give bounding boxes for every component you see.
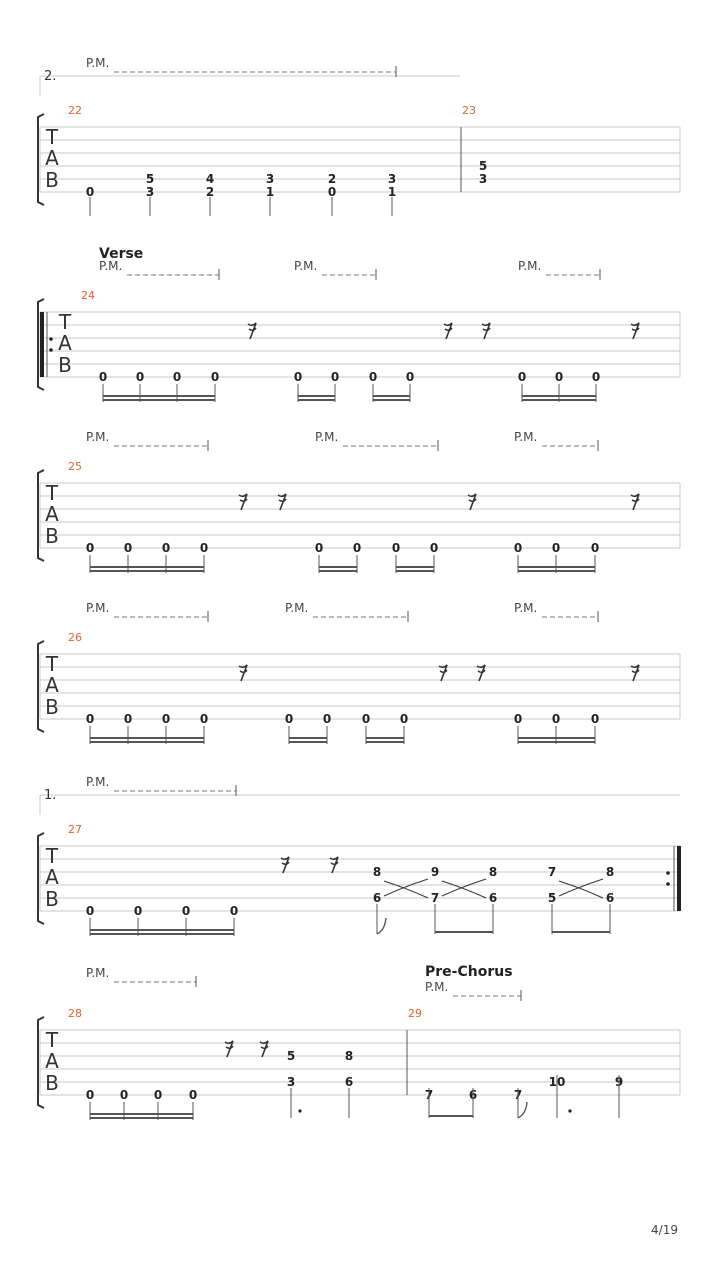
palm-mute-label: P.M. xyxy=(294,259,318,273)
fret-number: 6 xyxy=(468,1088,478,1102)
palm-mute-label: P.M. xyxy=(86,56,110,70)
fret-number: 0 xyxy=(314,541,324,555)
repeat-dot xyxy=(666,871,670,875)
repeat-dot xyxy=(49,337,53,341)
system-bracket xyxy=(38,114,44,205)
fret-number: 8 xyxy=(344,1049,354,1063)
fret-number: 0 xyxy=(85,904,95,918)
rest-symbol xyxy=(225,1041,233,1057)
fret-number: 5 xyxy=(286,1049,296,1063)
dot xyxy=(568,1109,571,1112)
fret-number: 6 xyxy=(372,891,382,905)
eighth-flag xyxy=(518,1102,527,1118)
rest-symbol xyxy=(631,665,639,681)
fret-number: 9 xyxy=(614,1075,624,1089)
fret-number: 9 xyxy=(430,865,440,879)
fret-number: 3 xyxy=(286,1075,296,1089)
repeat-end-bar xyxy=(677,846,681,911)
repeat-dot xyxy=(666,882,670,886)
fret-number: 7 xyxy=(513,1088,523,1102)
palm-mute-label: P.M. xyxy=(315,430,339,444)
tab-clef-a: A xyxy=(45,673,59,697)
fret-number: 3 xyxy=(145,185,155,199)
fret-number: 0 xyxy=(399,712,409,726)
fret-number: 0 xyxy=(368,370,378,384)
fret-number: 0 xyxy=(330,370,340,384)
fret-number: 0 xyxy=(293,370,303,384)
tab-clef-a: A xyxy=(45,146,59,170)
fret-number: 10 xyxy=(548,1075,566,1089)
fret-number: 8 xyxy=(605,865,615,879)
fret-number: 6 xyxy=(344,1075,354,1089)
fret-number: 0 xyxy=(161,541,171,555)
fret-number: 0 xyxy=(85,185,95,199)
measure-number: 28 xyxy=(68,1007,82,1020)
rest-symbol xyxy=(631,494,639,510)
fret-number: 6 xyxy=(488,891,498,905)
system-bracket xyxy=(38,470,44,561)
fret-number: 0 xyxy=(517,370,527,384)
fret-number: 4 xyxy=(205,172,215,186)
fret-number: 0 xyxy=(590,541,600,555)
palm-mute-label: P.M. xyxy=(285,601,309,615)
fret-number: 7 xyxy=(424,1088,434,1102)
fret-number: 0 xyxy=(135,370,145,384)
fret-number: 0 xyxy=(391,541,401,555)
fret-number: 0 xyxy=(405,370,415,384)
fret-number: 0 xyxy=(554,370,564,384)
fret-number: 0 xyxy=(590,712,600,726)
dot xyxy=(298,1109,301,1112)
measure-number: 29 xyxy=(408,1007,422,1020)
fret-number: 0 xyxy=(123,712,133,726)
tab-clef-t: T xyxy=(45,844,59,868)
measure-number: 23 xyxy=(462,104,476,117)
tab-clef-b: B xyxy=(45,887,59,911)
tab-clef-t: T xyxy=(45,652,59,676)
rest-symbol xyxy=(248,323,256,339)
palm-mute-label: P.M. xyxy=(514,430,538,444)
palm-mute-label: P.M. xyxy=(514,601,538,615)
page-indicator: 4/19 xyxy=(651,1223,678,1237)
palm-mute-label: P.M. xyxy=(86,430,110,444)
measure-number: 24 xyxy=(81,289,95,302)
fret-number: 0 xyxy=(199,541,209,555)
rest-symbol xyxy=(444,323,452,339)
repeat-start-bar xyxy=(40,312,44,377)
tab-clef-t: T xyxy=(45,125,59,149)
fret-number: 1 xyxy=(265,185,275,199)
rest-symbol xyxy=(239,494,247,510)
measure-number: 22 xyxy=(68,104,82,117)
fret-number: 3 xyxy=(387,172,397,186)
fret-number: 0 xyxy=(352,541,362,555)
fret-number: 0 xyxy=(551,541,561,555)
fret-number: 5 xyxy=(478,159,488,173)
section-label: Verse xyxy=(99,246,144,262)
tab-clef-t: T xyxy=(45,1028,59,1052)
fret-number: 0 xyxy=(199,712,209,726)
palm-mute-label: P.M. xyxy=(86,601,110,615)
palm-mute-label: P.M. xyxy=(518,259,542,273)
rest-symbol xyxy=(468,494,476,510)
fret-number: 0 xyxy=(188,1088,198,1102)
tab-clef-t: T xyxy=(58,310,72,334)
fret-number: 0 xyxy=(322,712,332,726)
fret-number: 8 xyxy=(488,865,498,879)
rest-symbol xyxy=(278,494,286,510)
rest-symbol xyxy=(330,857,338,873)
fret-number: 7 xyxy=(547,865,557,879)
rest-symbol xyxy=(239,665,247,681)
fret-number: 0 xyxy=(591,370,601,384)
rest-symbol xyxy=(260,1041,268,1057)
tab-clef-a: A xyxy=(45,502,59,526)
fret-number: 0 xyxy=(551,712,561,726)
fret-number: 0 xyxy=(119,1088,129,1102)
fret-number: 0 xyxy=(361,712,371,726)
fret-number: 0 xyxy=(123,541,133,555)
fret-number: 0 xyxy=(133,904,143,918)
fret-number: 0 xyxy=(229,904,239,918)
ending-label: 2. xyxy=(44,69,57,84)
tab-clef-b: B xyxy=(45,695,59,719)
rest-symbol xyxy=(482,323,490,339)
fret-number: 2 xyxy=(327,172,337,186)
fret-number: 0 xyxy=(429,541,439,555)
ending-label: 1. xyxy=(44,788,57,803)
fret-number: 5 xyxy=(145,172,155,186)
fret-number: 3 xyxy=(265,172,275,186)
measure-number: 26 xyxy=(68,631,82,644)
palm-mute-label: P.M. xyxy=(86,966,110,980)
tab-clef-a: A xyxy=(58,331,72,355)
tab-clef-a: A xyxy=(45,1049,59,1073)
fret-number: 0 xyxy=(210,370,220,384)
tab-clef-b: B xyxy=(45,524,59,548)
repeat-dot xyxy=(49,348,53,352)
fret-number: 0 xyxy=(513,712,523,726)
fret-number: 0 xyxy=(513,541,523,555)
slide-mark xyxy=(442,879,486,898)
rest-symbol xyxy=(477,665,485,681)
system-bracket xyxy=(38,1017,44,1108)
fret-number: 0 xyxy=(98,370,108,384)
rest-symbol xyxy=(439,665,447,681)
fret-number: 0 xyxy=(161,712,171,726)
tab-clef-b: B xyxy=(45,1071,59,1095)
fret-number: 8 xyxy=(372,865,382,879)
fret-number: 1 xyxy=(387,185,397,199)
fret-number: 0 xyxy=(153,1088,163,1102)
fret-number: 2 xyxy=(205,185,215,199)
fret-number: 0 xyxy=(172,370,182,384)
tab-clef-a: A xyxy=(45,865,59,889)
fret-number: 6 xyxy=(605,891,615,905)
measure-number: 25 xyxy=(68,460,82,473)
measure-number: 27 xyxy=(68,823,82,836)
rest-symbol xyxy=(631,323,639,339)
tab-clef-b: B xyxy=(45,168,59,192)
fret-number: 5 xyxy=(547,891,557,905)
rest-symbol xyxy=(281,857,289,873)
fret-number: 0 xyxy=(85,1088,95,1102)
fret-number: 0 xyxy=(85,541,95,555)
fret-number: 0 xyxy=(181,904,191,918)
system-bracket xyxy=(38,833,44,924)
fret-number: 0 xyxy=(327,185,337,199)
section-label: Pre-Chorus xyxy=(425,964,513,980)
palm-mute-label: P.M. xyxy=(425,980,449,994)
palm-mute-label: P.M. xyxy=(99,259,123,273)
fret-number: 0 xyxy=(85,712,95,726)
slide-mark xyxy=(384,879,428,898)
fret-number: 0 xyxy=(284,712,294,726)
system-bracket xyxy=(38,641,44,732)
palm-mute-label: P.M. xyxy=(86,775,110,789)
fret-number: 7 xyxy=(430,891,440,905)
tab-clef-t: T xyxy=(45,481,59,505)
slide-mark xyxy=(559,879,603,898)
tab-clef-b: B xyxy=(58,353,72,377)
fret-number: 3 xyxy=(478,172,488,186)
eighth-flag xyxy=(377,918,386,934)
